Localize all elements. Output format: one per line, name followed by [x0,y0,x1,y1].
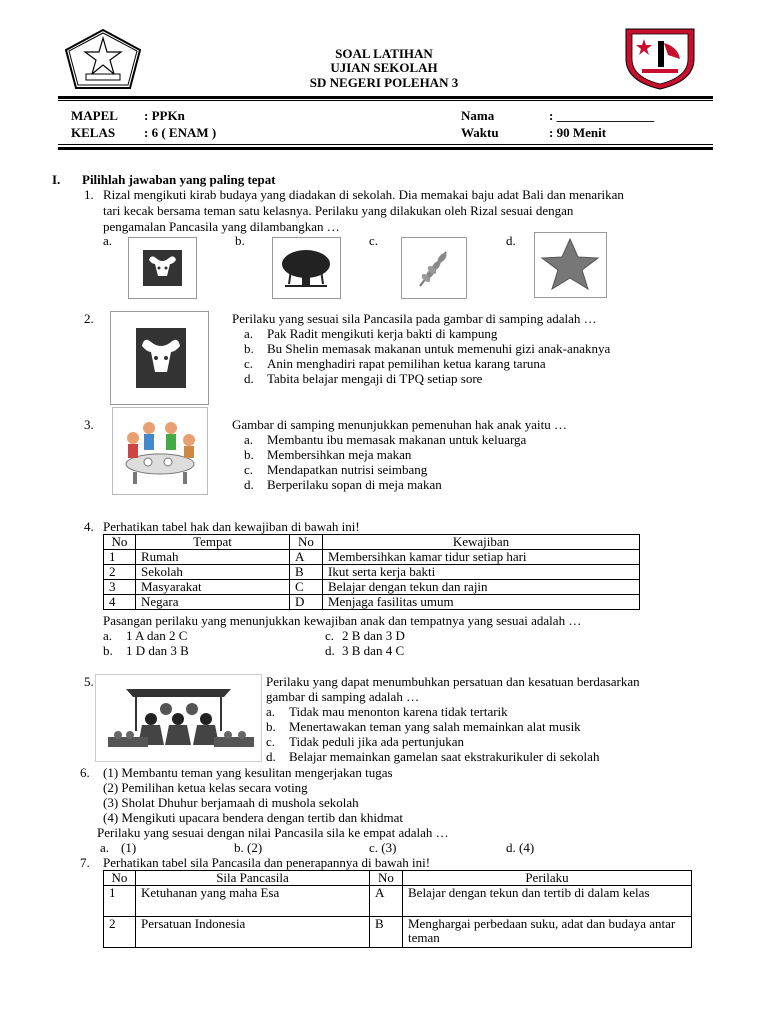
school-name: SD NEGERI POLEHAN 3 [309,75,459,90]
table-row [104,580,640,595]
q3-option-a-label[interactable]: a. [244,432,254,447]
q4-option-a-text[interactable]: 1 A dan 2 C [126,628,188,643]
q2-number: 2. [84,311,94,326]
q1-option-a-image[interactable] [128,237,197,299]
q2-option-c-text[interactable]: Anin menghadiri rapat pemilihan ketua karang taruna [267,356,546,371]
q5-image [95,674,262,762]
bull-head-icon [111,312,208,404]
q1-option-d-image[interactable] [534,232,607,298]
q2-option-d-text[interactable]: Tabita belajar mengaji di TPQ setiap sore [267,371,483,386]
q3-option-d-label[interactable]: d. [244,477,254,492]
q6-item-3: (3) Sholat Dhuhur berjamaah di mushola sekolah [103,795,359,810]
q5-option-c-text[interactable]: Tidak peduli jika ada pertunjukan [289,734,464,749]
header-kewajiban: Kewajiban [323,535,640,550]
q5-option-b-label[interactable]: b. [266,719,276,734]
q4-option-b-label[interactable]: b. [103,643,113,658]
q6-option-b[interactable]: b. (2) [234,840,263,855]
header-rule-bottom [58,147,713,150]
cell: Menghargai perbedaan suku, adat dan budaya antar teman [403,917,692,948]
rice-cotton-icon [402,238,466,298]
cell: 3 [104,580,136,595]
header-no: No [104,871,136,886]
nama-field[interactable]: : _______________ [549,108,655,123]
table-row [104,550,640,565]
waktu-value: : 90 Menit [549,125,607,140]
q1-number: 1. [84,187,94,202]
q5-option-d-text[interactable]: Belajar memainkan gamelan saat ekstrakurikuler di sekolah [289,749,600,764]
q7-stem: Perhatikan tabel sila Pancasila dan penerapannya di bawah ini! [103,855,431,870]
q6-item-1: (1) Membantu teman yang kesulitan mengerjakan tugas [103,765,393,780]
banyan-tree-icon [273,238,340,298]
q6-option-a-text[interactable]: (1) [121,840,137,855]
cell: 4 [104,595,136,610]
q4-option-d-label[interactable]: d. [325,643,335,658]
q5-option-c-label[interactable]: c. [266,734,276,749]
q1-line-3: pengamalan Pancasila yang dilambangkan … [103,219,340,234]
cell: 2 [104,565,136,580]
q1-option-a-label[interactable]: a. [103,233,113,248]
q1-line-1: Rizal mengikuti kirab budaya yang diadakan di sekolah. Dia memakai baju adat Bali dan menarikan [103,187,624,202]
q1-option-b-image[interactable] [272,237,341,299]
mapel-label: MAPEL [71,108,118,123]
cell: Masyarakat [136,580,290,595]
q2-option-c-label[interactable]: c. [244,356,254,371]
header-no-2: No [370,871,403,886]
q1-option-b-label[interactable]: b. [235,233,245,248]
kelas-value: : 6 ( ENAM ) [144,125,217,140]
q4-table [103,534,640,610]
q2-option-d-label[interactable]: d. [244,371,254,386]
q7-number: 7. [80,855,90,870]
q2-image [110,311,209,405]
cell: Belajar dengan tekun dan tertib di dalam kelas [403,886,692,917]
title-line-2: UJIAN SEKOLAH [330,60,438,75]
q3-option-d-text[interactable]: Berperilaku sopan di meja makan [267,477,442,492]
q5-option-d-label[interactable]: d. [266,749,276,764]
cell: Membersihkan kamar tidur setiap hari [323,550,640,565]
cell: A [290,550,323,565]
table-row [104,565,640,580]
q4-option-a-label[interactable]: a. [103,628,113,643]
kelas-label: KELAS [71,125,116,140]
cell: Rumah [136,550,290,565]
q3-number: 3. [84,417,94,432]
cell: D [290,595,323,610]
nama-label: Nama [461,108,495,123]
table-header-row [104,871,692,886]
q6-option-a-label[interactable]: a. [100,840,110,855]
q5-stem-line-1: Perilaku yang dapat menumbuhkan persatuan dan kesatuan berdasarkan [266,674,640,689]
q4-option-c-text[interactable]: 2 B dan 3 D [342,628,405,643]
cell: 1 [104,886,136,917]
header-rule-top-thin [58,100,713,101]
q3-image [112,407,208,495]
q6-option-d[interactable]: d. (4) [506,840,535,855]
section-title: Pilihlah jawaban yang paling tepat [82,172,276,187]
cell: 1 [104,550,136,565]
header-no-2: No [290,535,323,550]
q2-option-a-label[interactable]: a. [244,326,254,341]
q3-option-c-text[interactable]: Mendapatkan nutrisi seimbang [267,462,428,477]
q6-item-4: (4) Mengikuti upacara bendera dengan tertib dan khidmat [103,810,403,825]
q1-option-c-image[interactable] [401,237,467,299]
q1-line-2: tari kecak bersama teman satu kelasnya. Perilaku yang dilakukan oleh Rizal sesuai dengan [103,203,574,218]
q4-option-b-text[interactable]: 1 D dan 3 B [126,643,189,658]
q5-stem-line-2: gambar di samping adalah … [266,689,420,704]
q5-number: 5. [84,674,94,689]
star-icon [535,233,606,297]
bull-head-icon [129,238,196,298]
q2-option-b-text[interactable]: Bu Shelin memasak makanan untuk memenuhi gizi anak-anaknya [267,341,611,356]
q4-number: 4. [84,519,94,534]
q2-option-a-text[interactable]: Pak Radit mengikuti kerja bakti di kampung [267,326,498,341]
q5-option-a-text[interactable]: Tidak mau menonton karena tidak tertarik [289,704,508,719]
cell: Belajar dengan tekun dan rajin [323,580,640,595]
q4-option-d-text[interactable]: 3 B dan 4 C [342,643,405,658]
cell: C [290,580,323,595]
cell: Ketuhanan yang maha Esa [136,886,370,917]
cell: B [370,917,403,948]
table-row [104,917,692,948]
q5-option-b-text[interactable]: Menertawakan teman yang salah memainkan alat musik [289,719,581,734]
cell: 2 [104,917,136,948]
q2-stem: Perilaku yang sesuai sila Pancasila pada gambar di samping adalah … [232,311,597,326]
table-row [104,595,640,610]
header-no: No [104,535,136,550]
header-sila: Sila Pancasila [136,871,370,886]
q3-option-b-label[interactable]: b. [244,447,254,462]
mapel-value: : PPKn [144,108,185,123]
q4-stem: Perhatikan tabel hak dan kewajiban di bawah ini! [103,519,360,534]
header-rule-top [58,96,713,99]
q6-question: Perilaku yang sesuai dengan nilai Pancasila sila ke empat adalah … [97,825,449,840]
q5-option-a-label[interactable]: a. [266,704,276,719]
q6-option-c[interactable]: c. (3) [369,840,397,855]
cell: Negara [136,595,290,610]
cell: Menjaga fasilitas umum [323,595,640,610]
cell: B [290,565,323,580]
q6-item-2: (2) Pemilihan ketua kelas secara voting [103,780,308,795]
table-header-row [104,535,640,550]
cell: Sekolah [136,565,290,580]
title-line-1: SOAL LATIHAN [335,46,433,61]
cell: Persatuan Indonesia [136,917,370,948]
section-number: I. [52,172,61,187]
q3-option-b-text[interactable]: Membersihkan meja makan [267,447,412,462]
q4-option-c-label[interactable]: c. [325,628,335,643]
header-perilaku: Perilaku [403,871,692,886]
q1-option-c-label[interactable]: c. [369,233,379,248]
q3-option-a-text[interactable]: Membantu ibu memasak makanan untuk keluarga [267,432,527,447]
q3-option-c-label[interactable]: c. [244,462,254,477]
cell: Ikut serta kerja bakti [323,565,640,580]
gamelan-players-illustration [96,675,261,761]
q6-number: 6. [80,765,90,780]
waktu-label: Waktu [461,125,499,140]
q1-option-d-label[interactable]: d. [506,233,516,248]
header-rule-bottom-thin [58,144,713,145]
q7-table [103,870,692,948]
q3-stem: Gambar di samping menunjukkan pemenuhan hak anak yaitu … [232,417,568,432]
family-dining-illustration [113,408,207,494]
q2-option-b-label[interactable]: b. [244,341,254,356]
cell: A [370,886,403,917]
q4-question: Pasangan perilaku yang menunjukkan kewajiban anak dan tempatnya yang sesuai adalah … [103,613,582,628]
table-row [104,886,692,917]
header-tempat: Tempat [136,535,290,550]
